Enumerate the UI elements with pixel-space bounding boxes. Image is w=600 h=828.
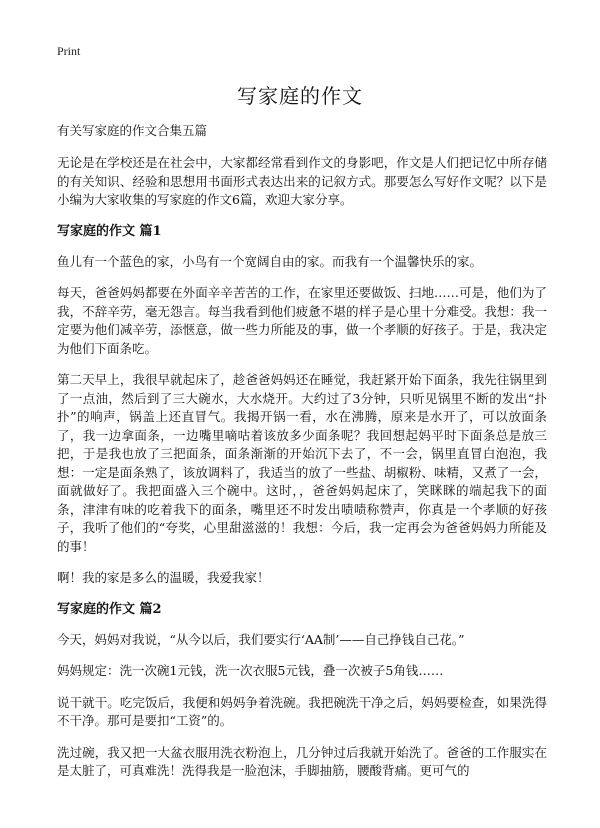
section-heading-1: 写家庭的作文 篇1 <box>57 223 162 239</box>
section-1-paragraph-1: 鱼儿有一个蓝色的家，小鸟有一个宽阔自由的家。而我有一个温馨快乐的家。 <box>57 253 483 269</box>
print-link[interactable]: Print <box>57 44 81 58</box>
document-content <box>57 122 547 794</box>
section-2-paragraph-2: 妈妈规定：洗一次碗1元钱，洗一次衣服5元钱，叠一次被子5角钱…… <box>57 663 444 678</box>
section-heading-2: 写家庭的作文 篇2 <box>57 601 162 617</box>
section-1-paragraph-3: 第二天早上，我很早就起床了，趁爸爸妈妈还在睡觉，我赶紧开始下面条，我先往锅里到了一点油，然后到了三大碗水，大水烧开。大约过了3分钟，只听见锅里不断的发出“扑扑”的响声，锅盖上还直冒气。我揭开锅一看，水在沸腾，原来是水开了，可以放面条了，我一边拿面条，一边嘴里嘀咕着该放多少面条呢？我回想起妈平时下面条总是放三把，于是我也放了三把面条，面条渐渐的开始沉下去了，不一会，锅里直冒白泡泡，我想：一定是面条熟了，该放调料了，我适当的放了一些盐、胡椒粉、味精，又煮了一会，面就做好了。我把面盛入三个碗中。这时，，爸爸妈妈起床了，笑眯眯的端起我下的面条，津津有味的吃着我下的面条，嘴里还不时发出啧啧称赞声，你真是一个孝顺的好孩子，我听了他们的“夸奖，心里甜滋滋的！我想：今后，我一定再会为爸爸妈妈力所能及的事！ <box>57 372 547 554</box>
section-2-paragraph-1: 今天，妈妈对我说，“从今以后，我们要实行‘AA制’——自己挣钱自己花。” <box>57 631 465 647</box>
section-1-paragraph-2: 每天，爸爸妈妈都要在外面辛辛苦苦的工作，在家里还要做饭、扫地……可是，他们为了我，不辞辛劳，毫无怨言。每当我看到他们疲惫不堪的样子是心里十分难受。我想：我一定要为他们减辛劳，添惬意，做一些力所能及的事，做一个孝顺的好孩子。于是，我决定为他们下面条吃。 <box>57 285 547 356</box>
document-subtitle: 有关写家庭的作文合集五篇 <box>57 123 208 138</box>
section-2-paragraph-4: 洗过碗，我又把一大盆衣服用洗衣粉泡上，几分钟过后我就开始洗了。爸爸的工作服实在是太脏了，可真难洗！洗得我是一脸泡沫，手脚抽筋，腰酸背痛。更可气的 <box>57 744 547 778</box>
document-title: 写家庭的作文 <box>237 84 363 108</box>
intro-paragraph: 无论是在学校还是在社会中，大家都经常看到作文的身影吧，作文是人们把记忆中所存储的有关知识、经验和思想用书面形式表达出来的记叙方式。那要怎么写好作文呢？以下是小编为大家收集的写家庭的作文6篇，欢迎大家分享。 <box>57 155 547 207</box>
section-1-paragraph-4: 啊！我的家是多么的温暖，我爱我家！ <box>57 570 270 585</box>
section-2-paragraph-3: 说干就干。吃完饭后，我便和妈妈争着洗碗。我把碗洗干净之后，妈妈要检查，如果洗得不干净。那可是要扣“工资”的。 <box>57 694 547 728</box>
